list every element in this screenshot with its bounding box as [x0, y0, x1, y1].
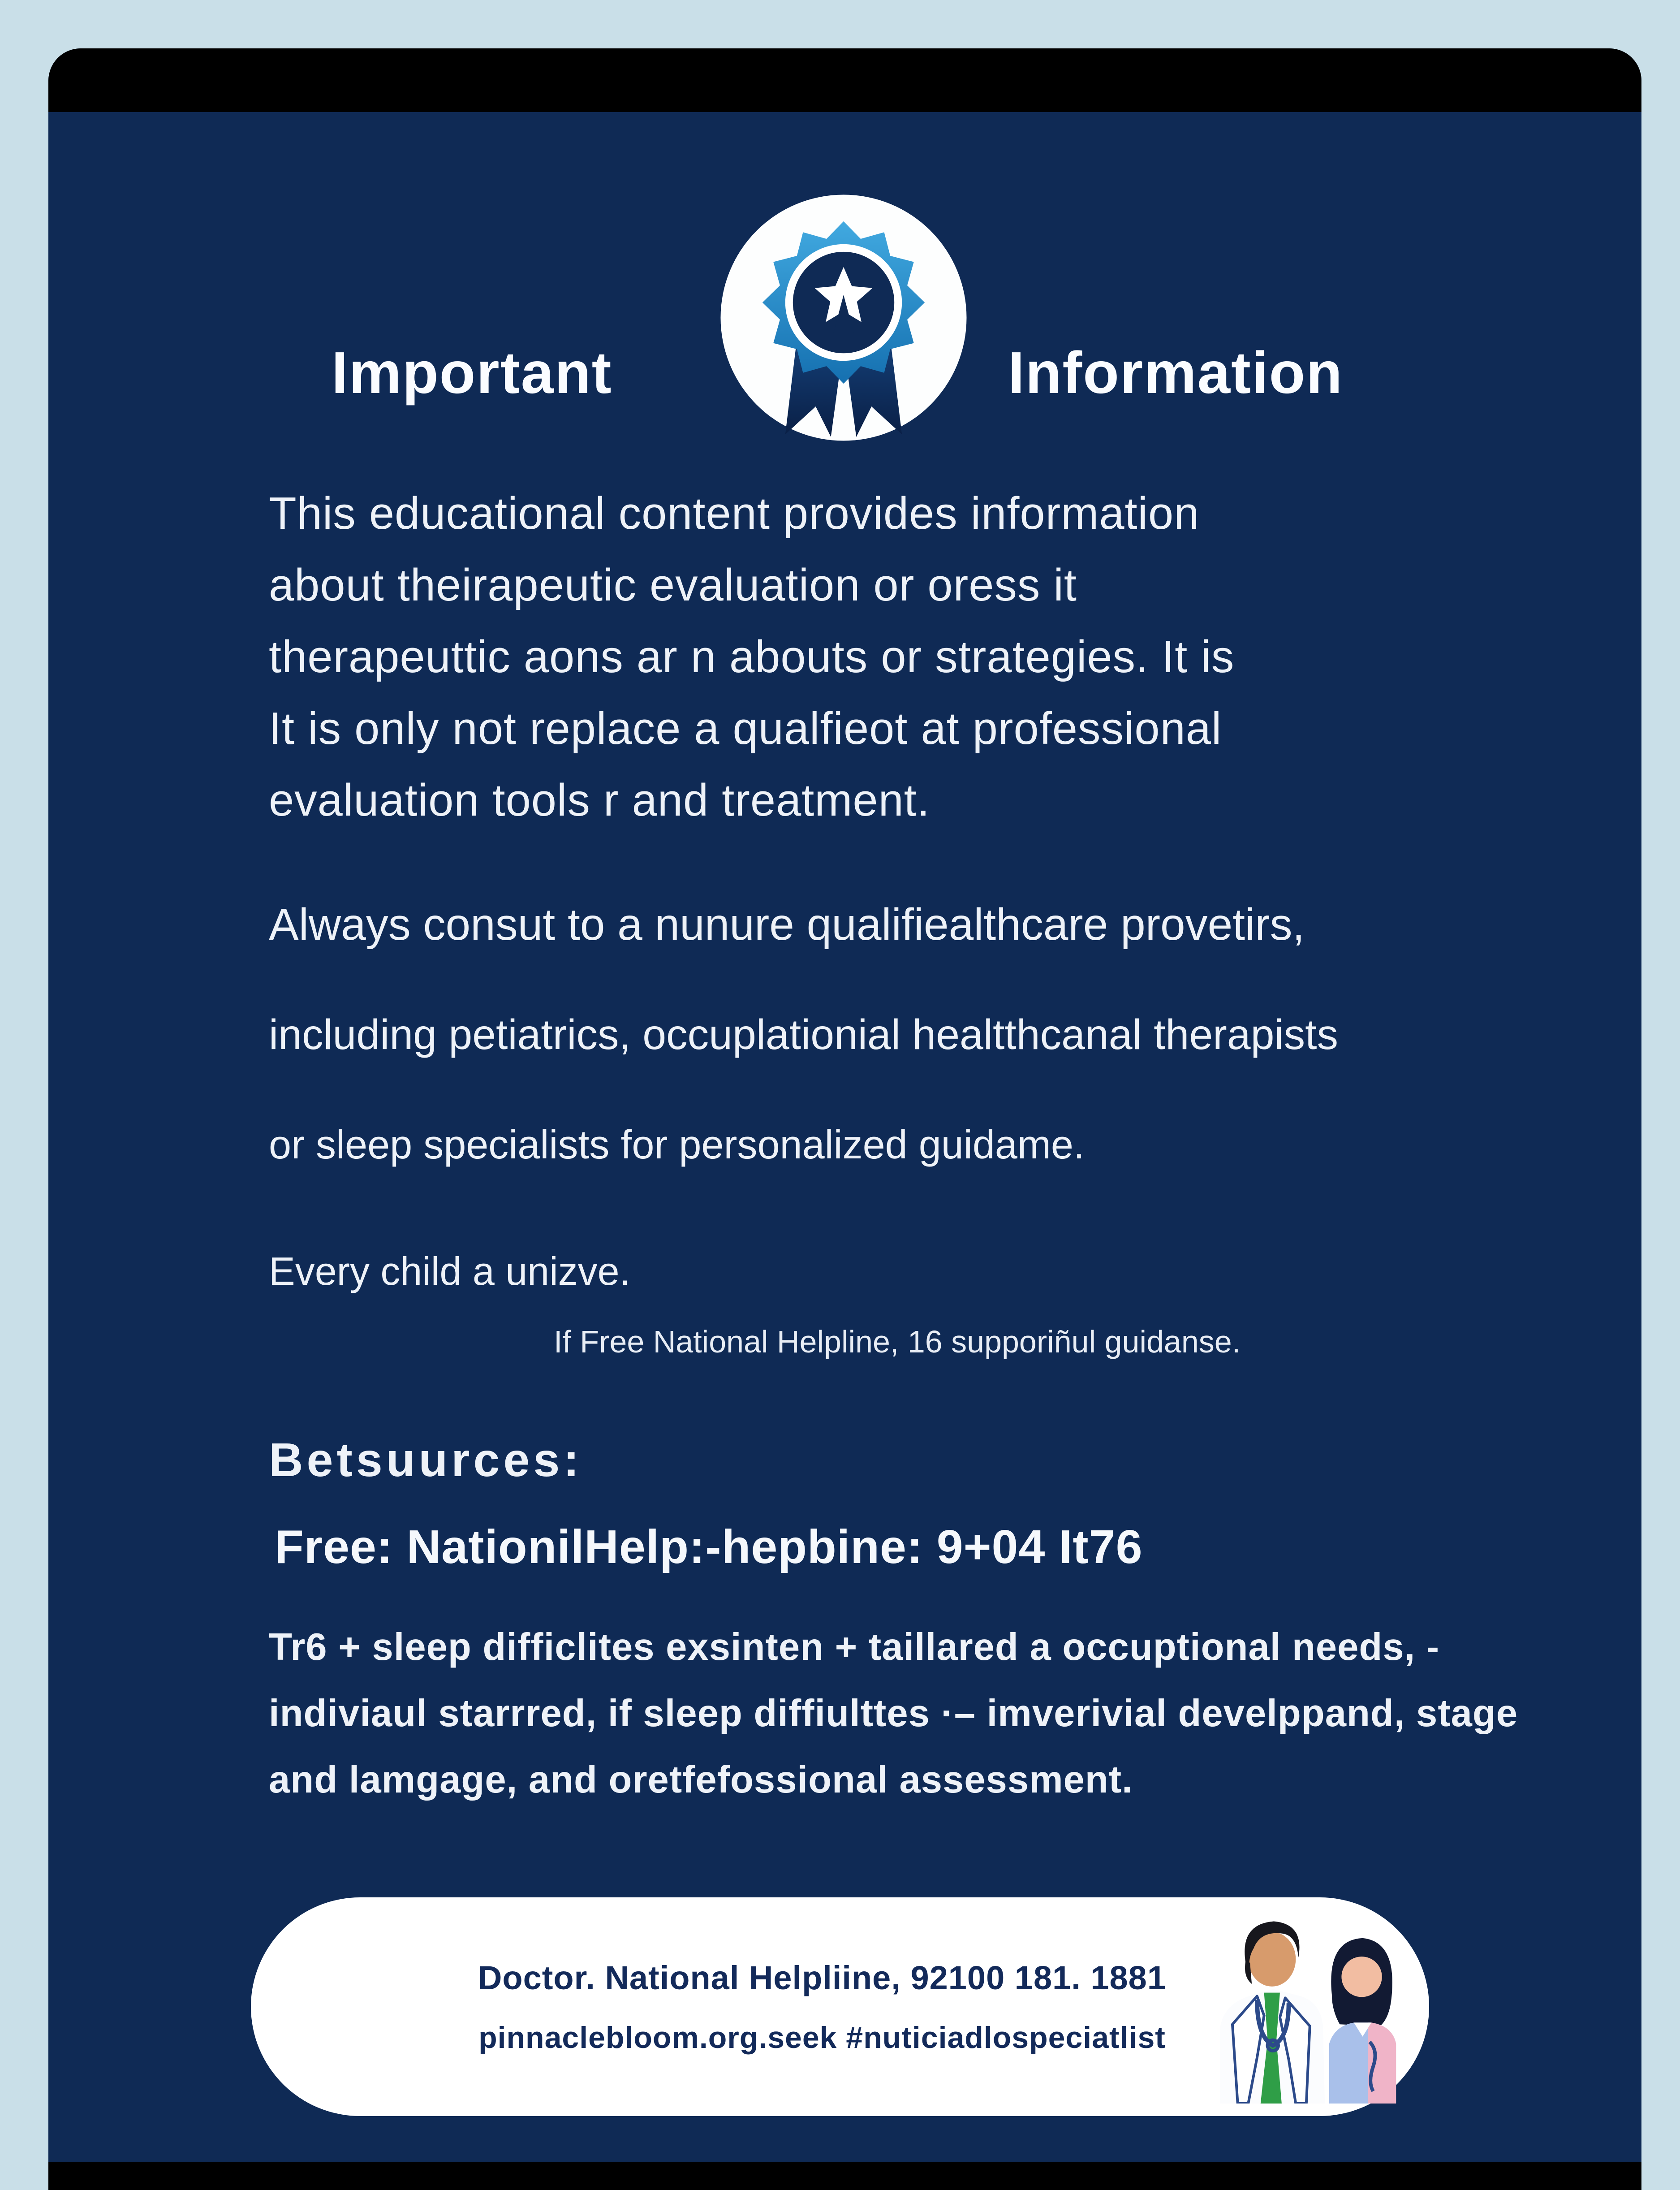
header-title-right: Information	[1008, 340, 1343, 406]
contact-helpline: Doctor. National Helpliine, 92100 181. 1881	[478, 1959, 1166, 1996]
resources-heading: Betsuurces:	[269, 1434, 583, 1486]
award-badge-icon	[717, 191, 970, 445]
doctor-female	[1329, 1938, 1396, 2104]
text-line: Tr6 + sleep difficlites exsinten + taillared a occuptional needs, -	[269, 1626, 1440, 1668]
paragraph-sleep-needs	[269, 1614, 1518, 1813]
text-line: about theirapeutic evaluation or oress it	[269, 560, 1077, 610]
doctor-male	[1220, 1922, 1325, 2104]
text-line: indiviaul starrred, if sleep diffiulttes ·– imverivial develppand, stage	[269, 1692, 1518, 1735]
header-title-left: Important	[332, 340, 612, 406]
text-line: This educational content provides information	[269, 488, 1200, 539]
text-line: evaluation tools r and treatment.	[269, 775, 930, 825]
text-line: and lamgage, and oretfefossional assessment.	[269, 1758, 1133, 1801]
info-card	[48, 48, 1641, 2190]
bottom-black-bar	[48, 2162, 1641, 2190]
paragraph-consult	[269, 869, 1338, 1200]
contact-pill	[251, 1897, 1429, 2116]
text-line: Always consut to a nunure qualifiealthcare provetirs,	[269, 899, 1305, 950]
helpline-note: If Free National Helpline, 16 supporiñul guidanse.	[554, 1324, 1241, 1359]
text-line: including petiatrics, occuplationial healtthcanal therapists	[269, 1011, 1338, 1058]
text-line: therapeuttic aons ar n abouts or strategies. It is	[269, 632, 1235, 682]
top-black-bar	[48, 48, 1641, 112]
doctors-illustration-icon	[1206, 1910, 1400, 2104]
contact-pill-text	[363, 1897, 1281, 2116]
text-line: It is only not replace a qualfieot at professional	[269, 704, 1222, 754]
contact-website: pinnaclebloom.org.seek #nuticiadlospeciatlist	[478, 2020, 1166, 2055]
text-line: or sleep specialists for personalized guidame.	[269, 1123, 1085, 1167]
paragraph-disclaimer	[269, 478, 1234, 836]
unique-child-line: Every child a unizve.	[269, 1249, 631, 1293]
helpline-bold-line: Free: NationilHelp:-hepbine: 9+04 It76	[275, 1520, 1143, 1573]
